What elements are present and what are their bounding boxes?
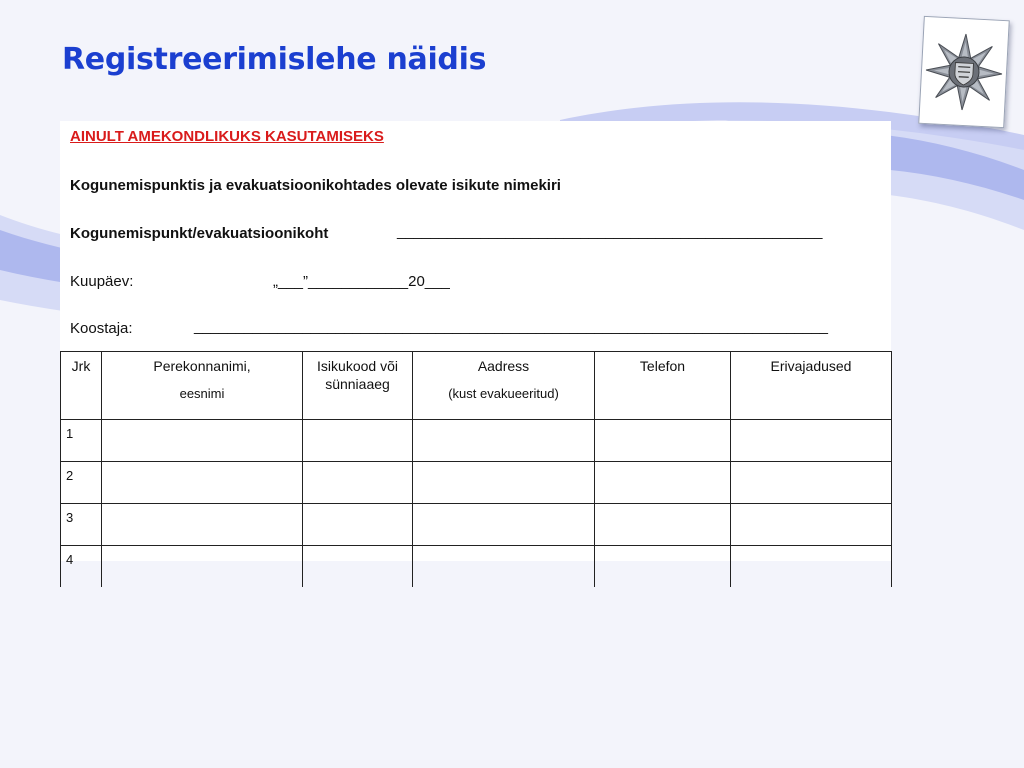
address-cell[interactable] [413, 546, 595, 588]
row-number: 4 [61, 546, 102, 588]
date-label: Kuupäev: [70, 273, 134, 290]
special-needs-cell[interactable] [731, 420, 892, 462]
col-header-phone: Telefon [595, 352, 731, 420]
restricted-use-label: AINULT AMEKONDLIKUKS KASUTAMISEKS [70, 128, 384, 145]
table-row [61, 546, 892, 588]
table-row [61, 504, 892, 546]
address-cell[interactable] [413, 420, 595, 462]
row-number: 2 [61, 462, 102, 504]
name-cell[interactable] [102, 462, 303, 504]
table-row [61, 420, 892, 462]
id-code-cell[interactable] [303, 504, 413, 546]
registration-table [60, 351, 892, 587]
special-needs-cell[interactable] [731, 462, 892, 504]
name-cell[interactable] [102, 504, 303, 546]
col-header-jrk: Jrk [61, 352, 102, 420]
table-row [61, 462, 892, 504]
col-header-name: Perekonnanimi, eesnimi [102, 352, 303, 420]
id-code-cell[interactable] [303, 546, 413, 588]
assembly-point-label: Kogunemispunkt/evakuatsioonikoht [70, 225, 329, 242]
phone-cell[interactable] [595, 420, 731, 462]
address-cell[interactable] [413, 504, 595, 546]
phone-cell[interactable] [595, 546, 731, 588]
date-blank: „___”____________20___ [273, 273, 450, 290]
assembly-point-blank: ___________________________________________________ [397, 223, 823, 240]
table-header-row [61, 352, 892, 420]
phone-cell[interactable] [595, 504, 731, 546]
name-cell[interactable] [102, 420, 303, 462]
special-needs-cell[interactable] [731, 504, 892, 546]
address-cell[interactable] [413, 462, 595, 504]
name-cell[interactable] [102, 546, 303, 588]
col-header-id-code: Isikukood või sünniaaeg [303, 352, 413, 420]
row-number: 1 [61, 420, 102, 462]
compiler-blank: ____________________________________________________________________________ [194, 318, 829, 335]
form-subtitle: Kogunemispunktis ja evakuatsioonikohtades olevate isikute nimekiri [70, 177, 561, 194]
id-code-cell[interactable] [303, 462, 413, 504]
phone-cell[interactable] [595, 462, 731, 504]
rescue-emblem-logo [918, 16, 1010, 128]
compiler-label: Koostaja: [70, 320, 133, 337]
col-header-address: Aadress (kust evakueeritud) [413, 352, 595, 420]
id-code-cell[interactable] [303, 420, 413, 462]
col-header-special-needs: Erivajadused [731, 352, 892, 420]
registration-form [60, 121, 891, 567]
star-emblem-icon [919, 17, 1008, 127]
row-number: 3 [61, 504, 102, 546]
slide-title: Registreerimislehe näidis [62, 42, 487, 77]
special-needs-cell[interactable] [731, 546, 892, 588]
